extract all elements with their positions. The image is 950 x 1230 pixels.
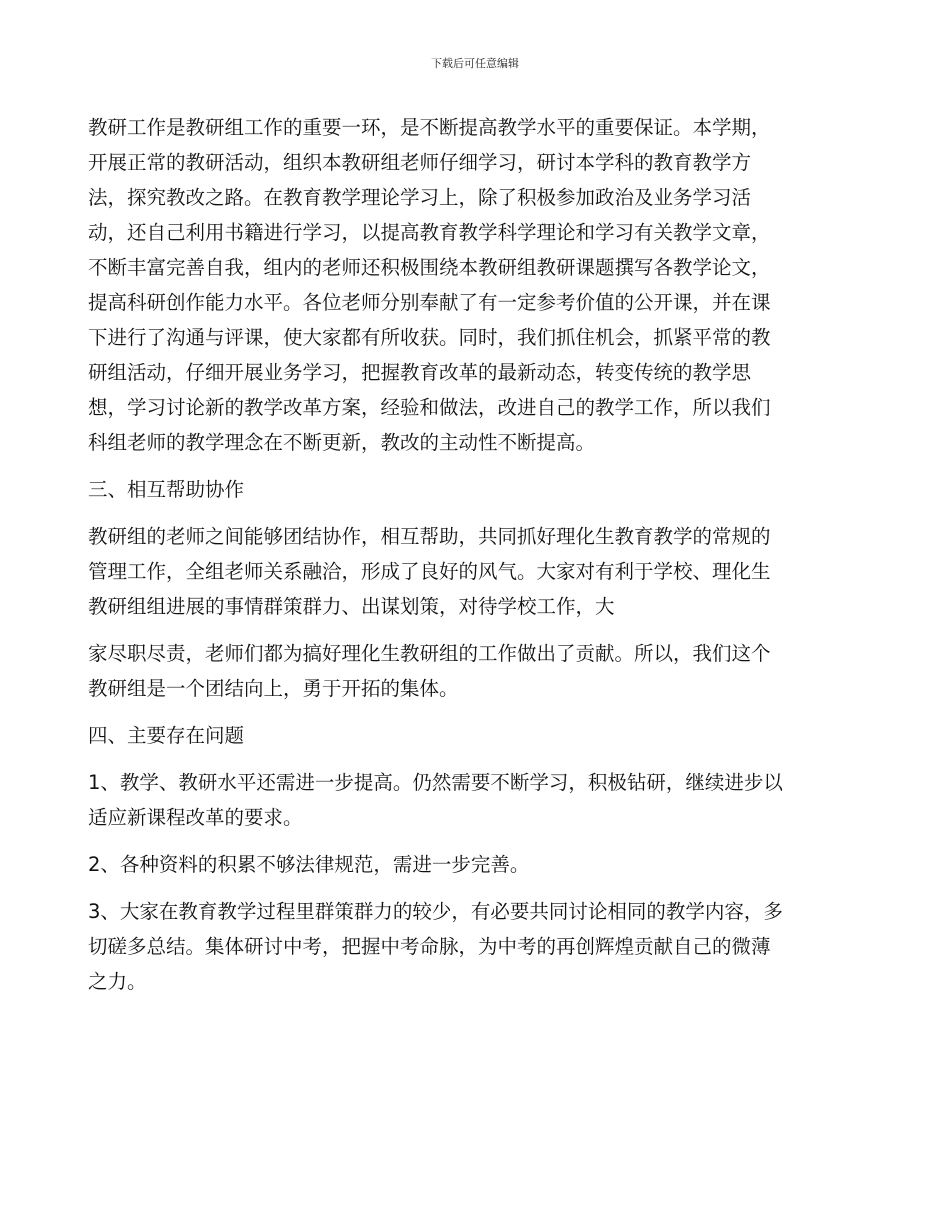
text-line: 教研组组进展的事情群策群力、出谋划策，对待学校工作，大	[88, 595, 615, 618]
text-line: 教研组是一个团结向上，勇于开拓的集体。	[88, 677, 459, 700]
text-line: 管理工作，全组老师关系融洽，形成了良好的风气。大家对有利于学校、理化生	[88, 560, 771, 583]
text-line: 之力。	[88, 970, 147, 993]
text-line: 切磋多总结。集体研讨中考，把握中考命脉，为中考的再创辉煌贡献自己的微薄	[88, 935, 771, 958]
text-line: 不断丰富完善自我，组内的老师还积极围绕本教研组教研课题撰写各教学论文，	[88, 256, 771, 279]
text-line: 教研工作是教研组工作的重要一环，是不断提高教学水平的重要保证。本学期，	[88, 116, 771, 139]
text-line: 教研组的老师之间能够团结协作，相互帮助，共同抓好理化生教育教学的常规的	[88, 525, 771, 548]
issue-item-2	[88, 847, 878, 882]
issue-item-1	[88, 765, 878, 835]
text-line: 适应新课程改革的要求。	[88, 806, 303, 829]
text-line: 科组老师的教学理念在不断更新，教改的主动性不断提高。	[88, 431, 596, 454]
page-header-note: 下载后可任意编辑	[431, 57, 519, 70]
text-line: 2、各种资料的积累不够法律规范，需进一步完善。	[88, 853, 530, 876]
text-line: 3、大家在教育教学过程里群策群力的较少，有必要共同讨论相同的教学内容，多	[88, 900, 783, 923]
text-line: 法，探究教改之路。在教育教学理论学习上，除了积极参加政治及业务学习活	[88, 186, 752, 209]
paragraph-collaboration-continued	[88, 636, 878, 706]
text-line: 家尽职尽责，老师们都为搞好理化生教研组的工作做出了贡献。所以，我们这个	[88, 642, 771, 665]
text-line: 开展正常的教研活动，组织本教研组老师仔细学习，研讨本学科的教育教学方	[88, 151, 752, 174]
text-line: 下进行了沟通与评课，使大家都有所收获。同时，我们抓住机会，抓紧平常的教	[88, 326, 771, 349]
paragraph-teaching-research	[88, 110, 878, 460]
document-body	[88, 110, 878, 999]
text-line: 提高科研创作能力水平。各位老师分别奉献了有一定参考价值的公开课，并在课	[88, 291, 771, 314]
text-line: 动，还自己利用书籍进行学习，以提高教育教学科学理论和学习有关教学文章，	[88, 221, 771, 244]
section-heading-4	[88, 718, 878, 753]
text-line: 1、教学、教研水平还需进一步提高。仍然需要不断学习，积极钻研，继续进步以	[88, 771, 783, 794]
heading-line: 三、相互帮助协作	[88, 478, 245, 501]
paragraph-collaboration	[88, 519, 878, 624]
text-line: 想，学习讨论新的教学改革方案，经验和做法，改进自己的教学工作，所以我们	[88, 396, 771, 419]
issue-item-3	[88, 894, 878, 999]
heading-line: 四、主要存在问题	[88, 724, 245, 747]
text-line: 研组活动，仔细开展业务学习，把握教育改革的最新动态，转变传统的教学思	[88, 361, 752, 384]
section-heading-3	[88, 472, 878, 507]
